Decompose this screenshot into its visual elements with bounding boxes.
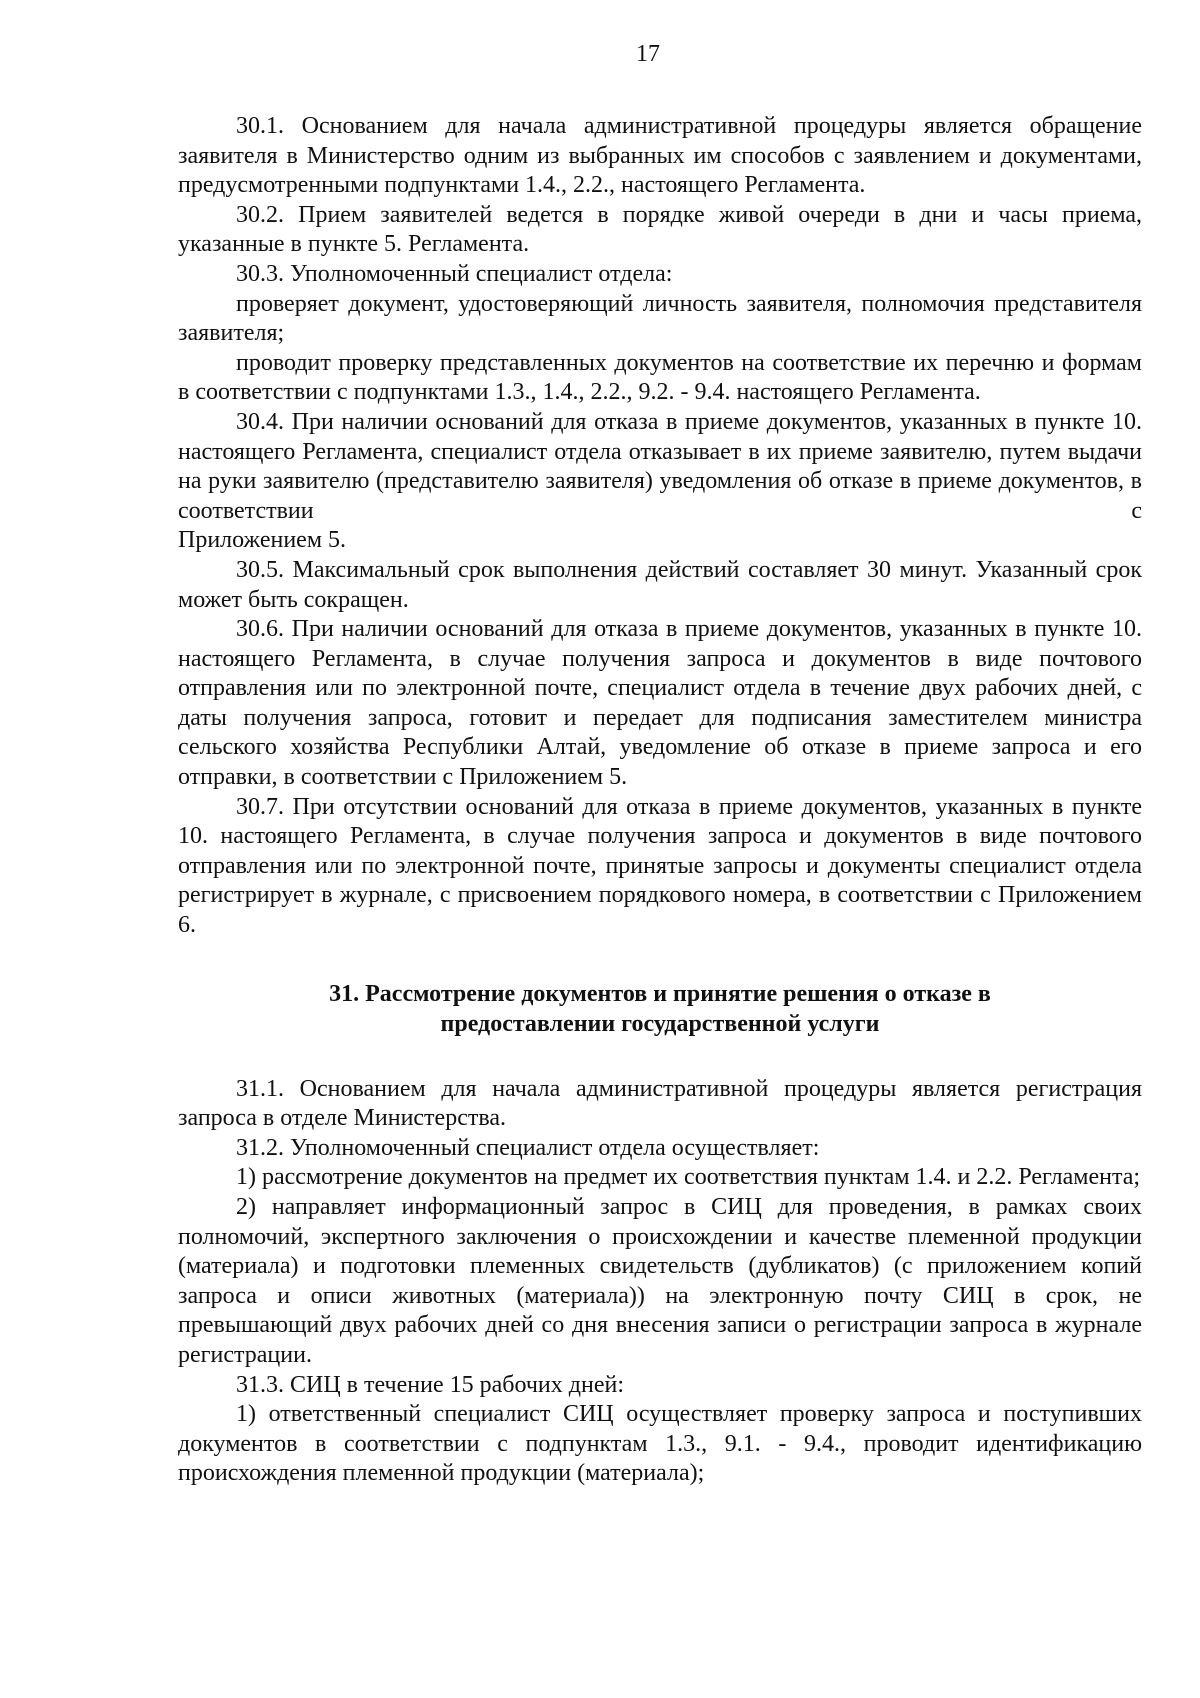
section-heading-line-1: 31. Рассмотрение документов и принятие решения о отказе в xyxy=(329,980,991,1007)
paragraph-30-4-continuation: Приложением 5. xyxy=(178,527,346,554)
paragraph-30-6: 30.6. При наличии оснований для отказа в приеме документов, указанных в пункте 10. настоящего Регламента, в случае получения запроса и документов в виде почтового отправления или по электронной почте, специалист отдела в течение двух рабочих дней, с даты получения запроса, готовит и передает для подписания заместителем министра сельского хозяйства Республики Алтай, уведомление об отказе в приеме запроса и его отправки, в соответствии с Приложением 5. xyxy=(178,616,1142,791)
document-body xyxy=(178,112,1142,1489)
paragraph-31-3: 31.3. СИЦ в течение 15 рабочих дней: xyxy=(236,1371,624,1398)
section-heading-31 xyxy=(198,979,1122,1039)
paragraph-31-2-item-1: 1) рассмотрение документов на предмет их соответствия пунктам 1.4. и 2.2. Регламента; xyxy=(236,1164,1141,1191)
paragraph-31-1: 31.1. Основанием для начала административной процедуры является регистрация запроса в отделе Министерства. xyxy=(178,1075,1142,1132)
paragraph-30-7: 30.7. При отсутствии оснований для отказа в приеме документов, указанных в пункте 10. настоящего Регламента, в случае получения запроса и документов в виде почтового отправления или по электронной почте, принятые запросы и документы специалист отдела регистрирует в журнале, с присвоением порядкового номера, в соответствии с Приложением 6. xyxy=(178,793,1142,939)
paragraph-30-2: 30.2. Прием заявителей ведется в порядке живой очереди в дни и часы приема, указанные в пункте 5. Регламента. xyxy=(178,201,1142,258)
paragraph-30-3-item-2: проводит проверку представленных документов на соответствие их перечню и формам в соответствии с подпунктами 1.3., 1.4., 2.2., 9.2. - 9.4. настоящего Регламента. xyxy=(178,349,1142,406)
paragraph-31-2: 31.2. Уполномоченный специалист отдела осуществляет: xyxy=(236,1134,820,1161)
paragraph-30-3: 30.3. Уполномоченный специалист отдела: xyxy=(236,260,673,287)
section-heading-line-2: предоставлении государственной услуги xyxy=(440,1010,880,1037)
paragraph-30-4: 30.4. При наличии оснований для отказа в приеме документов, указанных в пункте 10. настоящего Регламента, специалист отдела отказывает в их приеме заявителю, путем выдачи на руки заявителю (представителю заявителя) уведомления об отказе в приеме документов, в соответствии с xyxy=(178,408,1142,524)
paragraph-31-2-item-2: 2) направляет информационный запрос в СИЦ для проведения, в рамках своих полномочий, экспертного заключения о происхождении и качестве племенной продукции (материала) и подготовки племенных свидетельств (дубликатов) (с приложением копий запроса и описи животных (материала)) на электронную почту СИЦ в срок, не превышающий двух рабочих дней со дня внесения записи о регистрации запроса в журнале регистрации. xyxy=(178,1194,1142,1368)
paragraph-31-3-item-1: 1) ответственный специалист СИЦ осуществляет проверку запроса и поступивших документов в соответствии с подпунктам 1.3., 9.1. - 9.4., проводит идентификацию происхождения племенной продукции (материала); xyxy=(178,1401,1142,1487)
paragraph-30-5: 30.5. Максимальный срок выполнения действий составляет 30 минут. Указанный срок может быть сокращен. xyxy=(178,556,1142,613)
page-number: 17 xyxy=(636,41,660,67)
paragraph-30-3-item-1: проверяет документ, удостоверяющий личность заявителя, полномочия представителя заявителя; xyxy=(178,290,1142,347)
paragraph-30-1: 30.1. Основанием для начала административной процедуры является обращение заявителя в Министерство одним из выбранных им способов с заявлением и документами, предусмотренными подпунктами 1.4., 2.2., настоящего Регламента. xyxy=(178,113,1142,199)
